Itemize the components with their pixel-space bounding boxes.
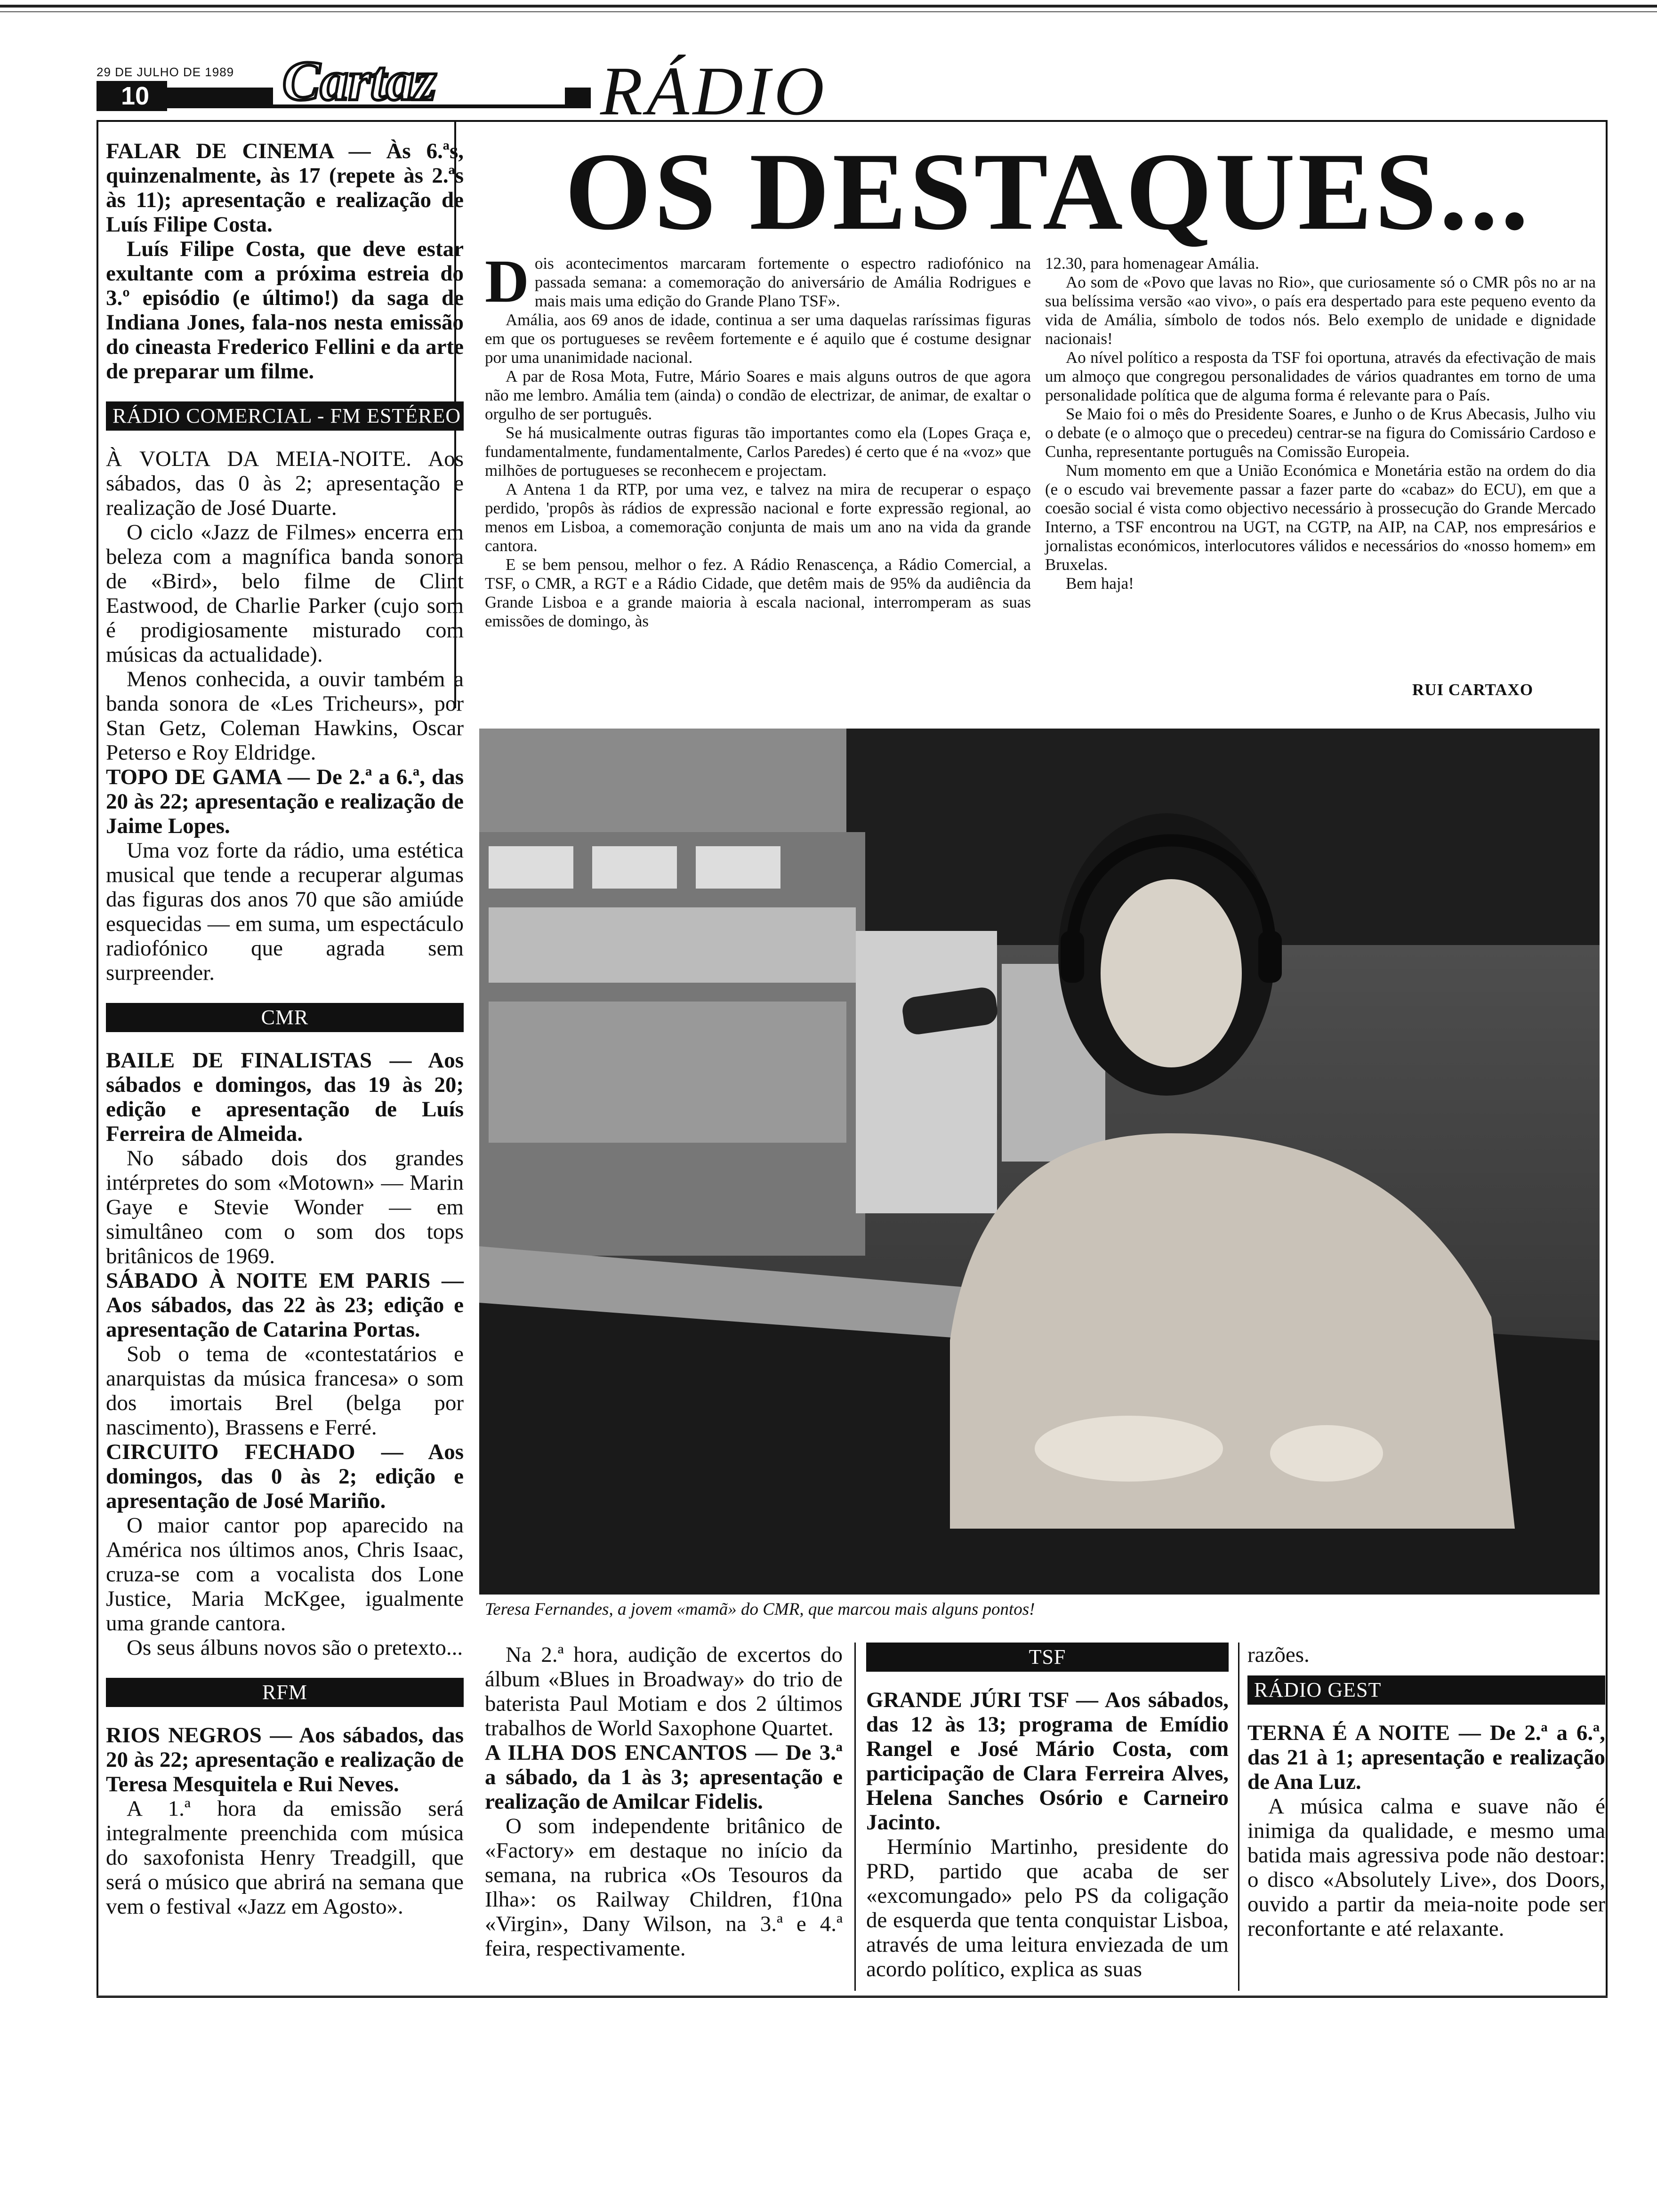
listing-text: Hermínio Martinho, presidente do PRD, partido que acaba de ser «excomungado» pelo PS da coligação de esquerda que tenta conquistar Lisboa, através de uma leitura enviezada de um acordo político, explica as suas bbox=[866, 1835, 1229, 1981]
listing-text: O maior cantor pop aparecido na América nos últimos anos, Chris Isaac, cruza-se com a vocalista dos Lone Justice, Maria McKgee, igualmente uma grande cantora. bbox=[106, 1513, 464, 1635]
listing-grande-juri-tsf: GRANDE JÚRI TSF — Aos sábados, das 12 às 13; programa de Emídio Rangel e José Mário Costa, com participação de Clara Ferreira Alves, Helena Sanches Osório e Carneiro Jacinto. bbox=[866, 1688, 1229, 1835]
article-paragraph: A par de Rosa Mota, Futre, Mário Soares e mais alguns outros de que agora não me lembro. Amália tem (ainda) o condão de electrizar, de animar, de exaltar o orgulho de ser português. bbox=[485, 367, 1031, 423]
column-rule bbox=[1238, 1643, 1239, 1991]
listing-terna-e-a-noite: TERNA É A NOITE — De 2.ª a 6.ª, das 21 à 1; apresentação e realização de Ana Luz. bbox=[1247, 1721, 1605, 1794]
left-column bbox=[106, 139, 464, 1919]
station-bar-cmr: CMR bbox=[106, 1003, 464, 1032]
article-paragraph: Ao nível político a resposta da TSF foi oportuna, através da efectivação de mais um almoço que congregou personalidades de vários quadrantes em torno de uma personalidade política que de alguma forma é relevante para o País. bbox=[1045, 348, 1596, 404]
listing-baile-de-finalistas: BAILE DE FINALISTAS — Aos sábados e domingos, das 19 às 20; edição e apresentação de Luís Ferreira de Almeida. bbox=[106, 1048, 464, 1146]
svg-text:Cartaz: Cartaz bbox=[282, 49, 436, 112]
bottom-column-1 bbox=[485, 1643, 843, 1961]
listing-text: O som independente britânico de «Factory» em destaque no início da semana, na rubrica «Os Tesouros da Ilha»: os Railway Children, f10na «Virgin», Dany Wilson, na 3.ª e 4.ª feira, respectivamente. bbox=[485, 1814, 843, 1961]
listing-text: A música calma e suave não é inimiga da qualidade, e mesmo uma batida mais agressiva pode não destoar: o disco «Absolutely Live», dos Doors, ouvido a partir da meia-noite pode ser reconfortante e até relaxante. bbox=[1247, 1794, 1605, 1941]
top-rule-thin bbox=[0, 11, 1657, 12]
listing-a-ilha-dos-encantos: A ILHA DOS ENCANTOS — De 3.ª a sábado, da 1 às 3; apresentação e realização de Amilcar Fidelis. bbox=[485, 1740, 843, 1814]
listing-text: No sábado dois dos grandes intérpretes do som «Motown» — Marin Gaye e Stevie Wonder — em simultâneo com o som dos tops britânicos de 1969. bbox=[106, 1146, 464, 1268]
bottom-column-2 bbox=[866, 1643, 1229, 1981]
issue-date: 29 DE JULHO DE 1989 bbox=[97, 65, 234, 79]
page-number: 10 bbox=[97, 81, 167, 111]
article-column-2 bbox=[1045, 254, 1596, 593]
listing-text: Uma voz forte da rádio, uma estética musical que tende a recuperar algumas das figuras dos anos 70 que são amiúde esquecidas — em suma, um espectáculo radiofónico que agrada sem surpreender. bbox=[106, 838, 464, 985]
article-paragraph: A Antena 1 da RTP, por uma vez, e talvez na mira de recuperar o espaço perdido, 'propôs às rádios de expressão nacional e forte expressão regional, ao menos em Lisboa, a comemoração conjunta de mais um ano na vida da grande cantora. bbox=[485, 480, 1031, 555]
article-paragraph: Se Maio foi o mês do Presidente Soares, e Junho o de Krus Abecasis, Julho viu o debate (e o almoço que o precedeu) centrar-se na figura do Comissário Cardoso e Cunha, representante português na Comissão Europeia. bbox=[1045, 405, 1596, 461]
article-paragraph: Se há musicalmente outras figuras tão importantes como ela (Lopes Graça e, fundamentalmente, fundamentalmente, Carlos Paredes) é certo que é na «voz» que milhões de portugueses se reconhecem e projectam. bbox=[485, 424, 1031, 480]
bottom-column-3 bbox=[1247, 1643, 1605, 1941]
photo-illustration bbox=[479, 729, 1600, 1595]
section-title: RÁDIO bbox=[600, 53, 828, 130]
article-paragraph: Ao som de «Povo que lavas no Rio», que curiosamente só o CMR pôs no ar na sua belíssima versão «ao vivo», o país era despertado para este pequeno evento da vida de Amália, símbolo de todos nós. Belo exemplo de unidade e dignidade nacionais! bbox=[1045, 273, 1596, 348]
listing-a-volta-da-meia-noite: À VOLTA DA MEIA-NOITE. Aos sábados, das 0 às 2; apresentação e realização de José Duarte. bbox=[106, 447, 464, 520]
listing-text: A 1.ª hora da emissão será integralmente preenchida com música do saxofonista Henry Treadgill, que será o músico que abrirá na semana que vem o festival «Jazz em Agosto». bbox=[106, 1796, 464, 1919]
column-rule bbox=[854, 1643, 856, 1991]
article-headline: OS DESTAQUES... bbox=[565, 130, 1531, 253]
article-paragraph: E se bem pensou, melhor o fez. A Rádio Renascença, a Rádio Comercial, a TSF, o CMR, a RGT e a Rádio Cidade, que detêm mais de 95% da audiência da Grande Lisboa e a grande maioria à escala nacional, interromperam as suas emissões de domingo, às bbox=[485, 555, 1031, 630]
article-column-1 bbox=[485, 248, 1031, 631]
article-paragraph: Amália, aos 69 anos de idade, continua a ser uma daquelas raríssimas figuras em que os portugueses se revêem fortemente e é aquilo que é costume designar por uma unanimidade nacional. bbox=[485, 311, 1031, 367]
listing-circuito-fechado: CIRCUITO FECHADO — Aos domingos, das 0 às 2; edição e apresentação de José Mariño. bbox=[106, 1440, 464, 1513]
top-rule bbox=[0, 5, 1657, 8]
article-paragraph: ois acontecimentos marcaram fortemente o espectro radiofónico na passada semana: a comemoração do aniversário de Amália Rodrigues e mais mais uma edição do Grande Plano TSF». bbox=[534, 254, 1031, 310]
station-bar-radio-gest: RÁDIO GEST bbox=[1247, 1675, 1605, 1705]
listing-rios-negros: RIOS NEGROS — Aos sábados, das 20 às 22; apresentação e realização de Teresa Mesquitela e Rui Neves. bbox=[106, 1723, 464, 1796]
article-paragraph: Num momento em que a União Económica e Monetária estão na ordem do dia (e o escudo vai brevemente passar a fazer parte do «cabaz» do ECU), em que a coesão social é vista como objectivo necessário à prossecução do Grande Mercado Interno, a TSF encontrou na UGT, na CGTP, na AIP, na CAP, nos empresários e jornalistas económicos, interlocutores válidos e necessários do «nosso homem» em Bruxelas. bbox=[1045, 461, 1596, 574]
listing-text: Os seus álbuns novos são o pretexto... bbox=[127, 1635, 463, 1660]
station-bar-radio-comercial: RÁDIO COMERCIAL - FM ESTÉREO bbox=[106, 401, 464, 431]
station-bar-tsf: TSF bbox=[866, 1643, 1229, 1672]
article-paragraph: Bem haja! bbox=[1066, 574, 1134, 593]
listing-text: Luís Filipe Costa, que deve estar exultante com a próxima estreia do 3.º episódio (e último!) da saga de Indiana Jones, fala-nos nesta emissão do cineasta Frederico Fellini e da arte de preparar um filme. bbox=[106, 237, 464, 384]
listing-falar-de-cinema: FALAR DE CINEMA — Às 6.ªs, quinzenalmente, às 17 (repete às 2.ªs às 11); apresentação e realização de Luís Filipe Costa. bbox=[106, 139, 464, 237]
listing-text: razões. bbox=[1247, 1643, 1310, 1667]
listing-text: O ciclo «Jazz de Filmes» encerra em beleza com a magnífica banda sonora de «Bird», belo filme de Clint Eastwood, de Charlie Parker (cujo som é prodigiosamente misturado com músicas da actualidade). bbox=[106, 520, 464, 667]
listing-text: Menos conhecida, a ouvir também a banda sonora de «Les Tricheurs», por Stan Getz, Coleman Hawkins, Oscar Peterso e Roy Eldridge. bbox=[106, 667, 464, 765]
listing-sabado-a-noite-em-paris: SÁBADO À NOITE EM PARIS — Aos sábados, das 22 às 23; edição e apresentação de Catarina Portas. bbox=[106, 1268, 464, 1342]
listing-text: Na 2.ª hora, audição de excertos do álbum «Blues in Broadway» do trio de baterista Paul Motiam e dos 2 últimos trabalhos de World Saxophone Quartet. bbox=[485, 1643, 843, 1740]
studio-photo bbox=[479, 729, 1600, 1595]
listing-text: Sob o tema de «contestatários e anarquistas da música francesa» o som dos imortais Brel (belga por nascimento), Brassens e Ferré. bbox=[106, 1342, 464, 1440]
cartaz-logo bbox=[273, 43, 565, 114]
article-paragraph: 12.30, para homenagear Amália. bbox=[1045, 254, 1259, 272]
photo-caption: Teresa Fernandes, a jovem «mamã» do CMR, que marcou mais alguns pontos! bbox=[485, 1600, 1035, 1619]
drop-cap: D bbox=[485, 248, 529, 315]
bottom-rule bbox=[97, 1996, 1608, 1997]
listing-topo-de-gama: TOPO DE GAMA — De 2.ª a 6.ª, das 20 às 22; apresentação e realização de Jaime Lopes. bbox=[106, 765, 464, 838]
station-bar-rfm: RFM bbox=[106, 1678, 464, 1707]
author-signature: RUI CARTAXO bbox=[1412, 681, 1534, 699]
